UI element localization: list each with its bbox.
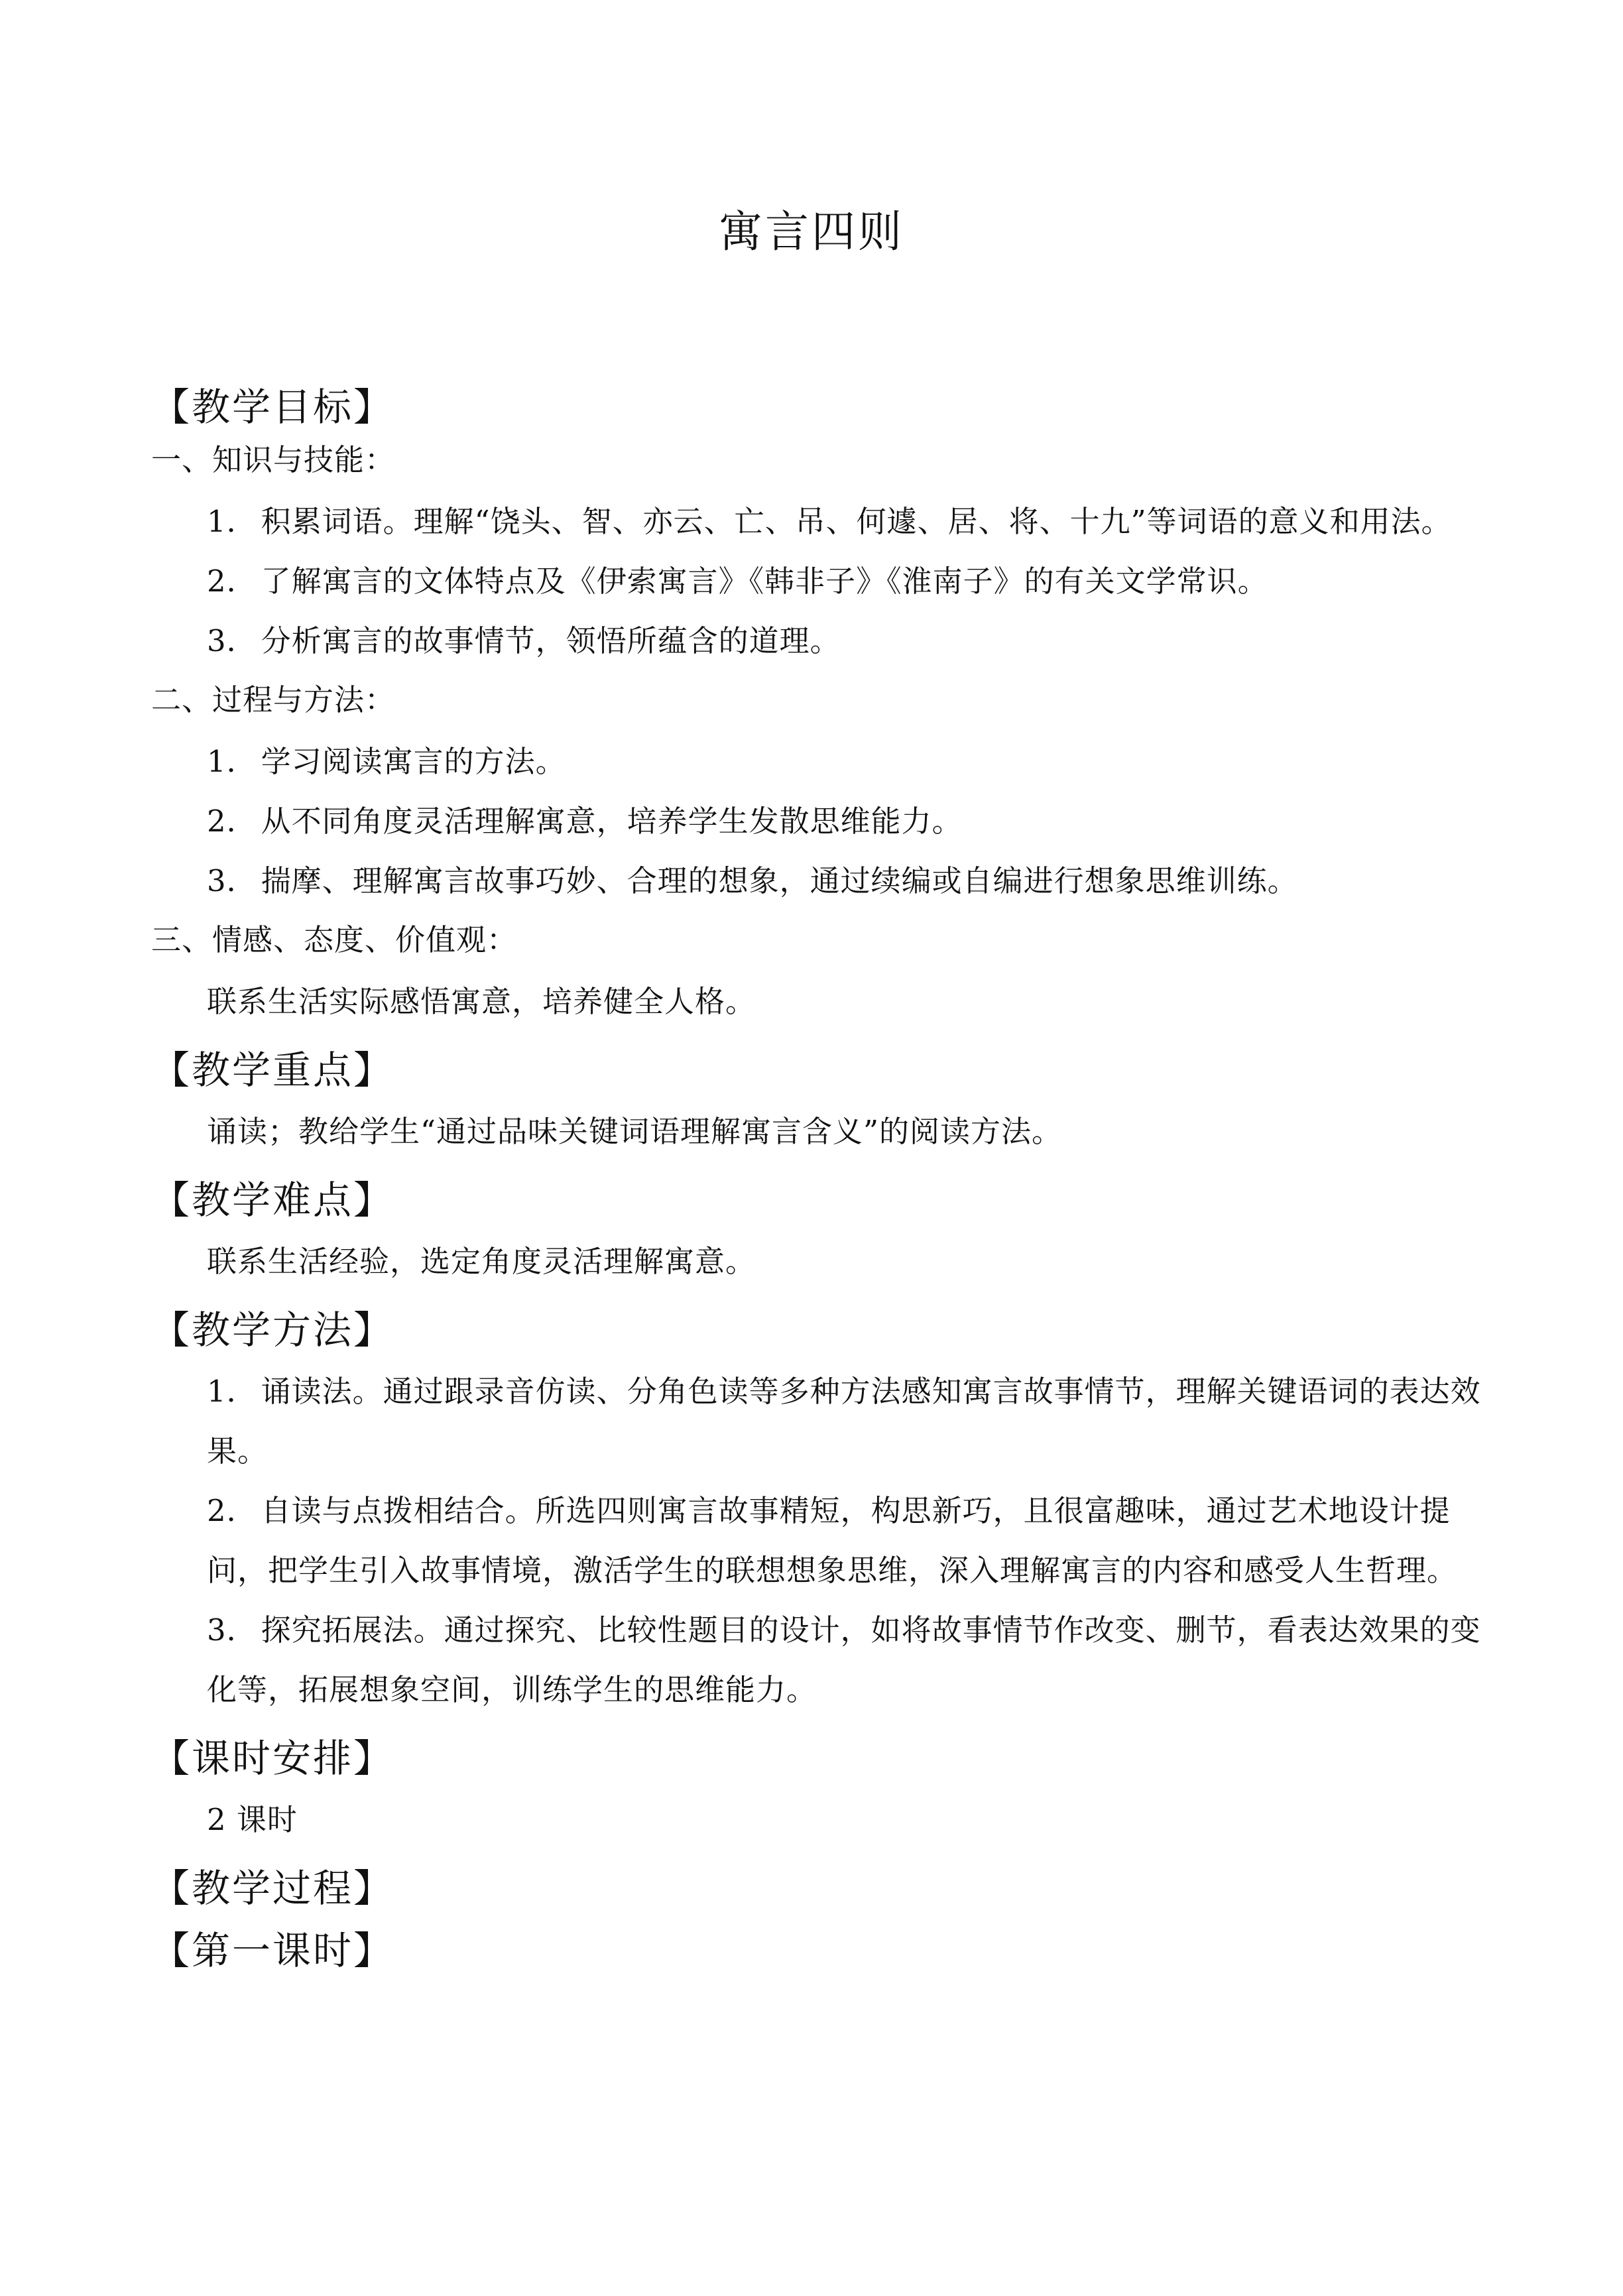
item-text: 分析寓言的故事情节，领悟所蕴含的道理。 — [261, 623, 841, 658]
item-text: 揣摩、理解寓言故事巧妙、合理的想象，通过续编或自编进行想象思维训练。 — [261, 863, 1298, 898]
item-text: 学习阅读寓言的方法。 — [261, 744, 566, 779]
list-item — [151, 1362, 1484, 1481]
process-heading: 【教学过程】 — [151, 1866, 394, 1911]
knowledge-list — [151, 492, 1484, 671]
knowledge-subheading: 一、知识与技能： — [151, 442, 396, 477]
list-item — [151, 792, 1484, 851]
objectives-heading: 【教学目标】 — [151, 385, 394, 430]
document-body — [151, 383, 1484, 1982]
emotion-subheading: 三、情感、态度、价值观： — [151, 922, 518, 957]
list-item — [151, 552, 1484, 611]
list-item — [151, 1601, 1484, 1720]
item-text: 探究拓展法。通过探究、比较性题目的设计，如将故事情节作改变、删节，看表达效果的变化等，拓展想象空间，训练学生的思维能力。 — [207, 1612, 1481, 1707]
item-number: 1． — [207, 504, 257, 539]
item-text: 从不同角度灵活理解寓意，培养学生发散思维能力。 — [261, 804, 963, 839]
item-number: 1． — [207, 744, 257, 779]
process-list — [151, 732, 1484, 911]
difficulties-text: 联系生活经验，选定角度灵活理解寓意。 — [207, 1244, 756, 1279]
item-text: 了解寓言的文体特点及《伊索寓言》《韩非子》《淮南子》的有关文学常识。 — [261, 564, 1268, 599]
page-title: 寓言四则 — [719, 206, 904, 257]
item-number: 2． — [207, 804, 257, 839]
item-text: 诵读法。通过跟录音仿读、分角色读等多种方法感知寓言故事情节，理解关键语词的表达效果。 — [207, 1374, 1481, 1469]
process-subheading: 二、过程与方法： — [151, 682, 396, 717]
emotion-text: 联系生活实际感悟寓意，培养健全人格。 — [207, 984, 756, 1019]
list-item — [151, 732, 1484, 792]
key-points-text: 诵读；教给学生“通过品味关键词语理解寓言含义”的阅读方法。 — [207, 1114, 1063, 1149]
first-lesson-heading: 【第一课时】 — [151, 1928, 394, 1973]
item-number: 3． — [207, 863, 257, 898]
methods-list — [151, 1362, 1484, 1720]
difficulties-heading: 【教学难点】 — [151, 1178, 394, 1223]
item-number: 2． — [207, 564, 257, 599]
item-text: 自读与点拨相结合。所选四则寓言故事精短，构思新巧，且很富趣味，通过艺术地设计提问，把学生引入故事情境，激活学生的联想想象思维，深入理解寓言的内容和感受人生哲理。 — [207, 1493, 1458, 1588]
list-item — [151, 492, 1484, 552]
list-item — [151, 611, 1484, 671]
item-number: 2． — [207, 1493, 257, 1528]
key-points-heading: 【教学重点】 — [151, 1048, 394, 1093]
methods-heading: 【教学方法】 — [151, 1307, 394, 1353]
schedule-heading: 【课时安排】 — [151, 1736, 394, 1781]
schedule-text: 2 课时 — [207, 1802, 298, 1837]
list-item — [151, 851, 1484, 911]
item-number: 3． — [207, 1612, 257, 1648]
item-number: 3． — [207, 623, 257, 658]
list-item — [151, 1481, 1484, 1601]
item-text: 积累词语。理解“饶头、智、亦云、亡、吊、何遽、居、将、十九”等词语的意义和用法。 — [261, 504, 1452, 539]
item-number: 1． — [207, 1374, 257, 1409]
